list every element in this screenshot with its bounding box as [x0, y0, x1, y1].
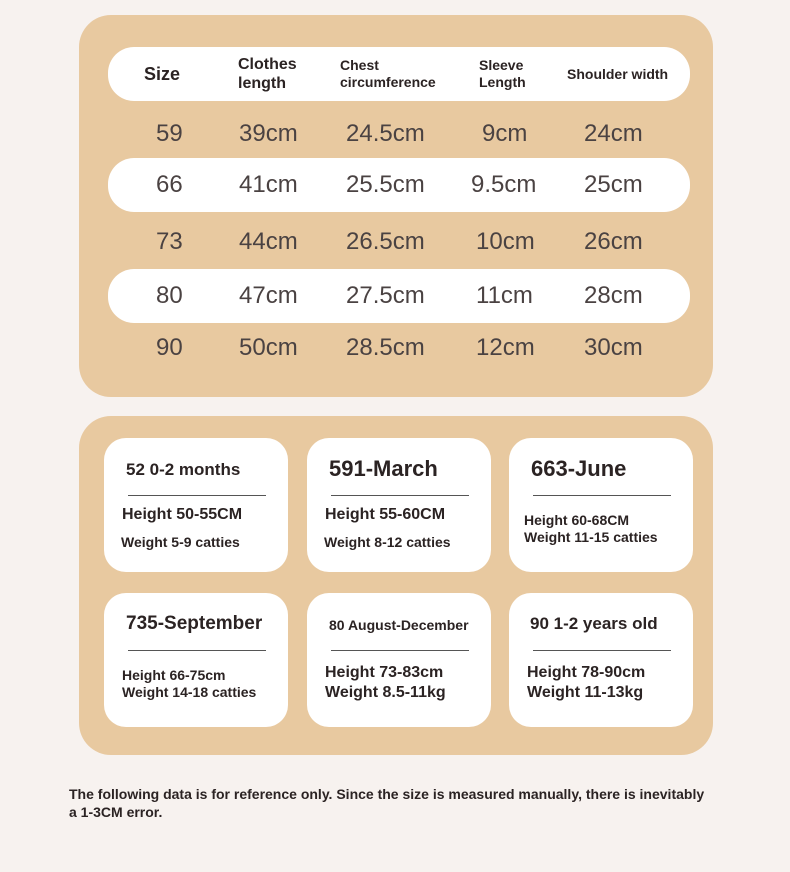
cell-size: 90 — [156, 334, 183, 361]
cell-shoulder: 30cm — [584, 334, 643, 361]
divider — [533, 650, 671, 651]
cell-clothes-length: 50cm — [239, 334, 298, 361]
cell-chest: 27.5cm — [346, 282, 425, 309]
divider — [128, 650, 266, 651]
age-card-weight: Weight 14-18 catties — [122, 684, 257, 700]
divider — [331, 650, 469, 651]
cell-shoulder: 28cm — [584, 282, 643, 309]
cell-chest: 25.5cm — [346, 171, 425, 198]
age-guide-panel — [79, 416, 713, 755]
cell-clothes-length: 39cm — [239, 120, 298, 147]
cell-clothes-length: 44cm — [239, 228, 298, 255]
age-card-height: Height 50-55CM — [122, 506, 243, 523]
age-card — [307, 438, 491, 572]
age-card-height: Height 73-83cm — [325, 664, 444, 681]
table-row — [108, 109, 690, 159]
size-table-header — [108, 47, 690, 101]
age-card-height: Height 78-90cm — [527, 664, 646, 681]
cell-shoulder: 26cm — [584, 228, 643, 255]
cell-chest: 28.5cm — [346, 334, 425, 361]
age-card-weight: Weight 8-12 catties — [324, 534, 451, 550]
cell-clothes-length: 41cm — [239, 171, 298, 198]
age-card-title: 591-March — [329, 456, 438, 481]
table-row — [108, 217, 690, 267]
age-card-height: Height 66-75cm — [122, 667, 226, 683]
header-chest-line2: circumference — [340, 74, 436, 90]
age-card-title: 90 1-2 years old — [530, 614, 658, 633]
age-card-weight: Weight 8.5-11kg — [325, 684, 446, 701]
header-clothes-length-line1: Clothes — [238, 56, 297, 73]
table-row — [108, 323, 690, 373]
cell-clothes-length: 47cm — [239, 282, 298, 309]
age-card — [104, 593, 288, 727]
divider — [128, 495, 266, 496]
cell-shoulder: 24cm — [584, 120, 643, 147]
header-clothes-length-line2: length — [238, 75, 286, 92]
header-sleeve-line1: Sleeve — [479, 57, 524, 73]
cell-size: 59 — [156, 120, 183, 147]
disclaimer-text: The following data is for reference only. Since the size is measured manually, there is inevitably a 1-3CM error. — [69, 786, 705, 820]
divider — [533, 495, 671, 496]
cell-sleeve: 9cm — [482, 120, 528, 147]
cell-size: 66 — [156, 171, 183, 198]
header-sleeve — [479, 47, 559, 101]
table-row — [108, 269, 690, 323]
size-chart-panel — [79, 15, 713, 397]
cell-chest: 24.5cm — [346, 120, 425, 147]
header-sleeve-line2: Length — [479, 74, 526, 90]
header-chest — [340, 47, 460, 101]
cell-sleeve: 11cm — [476, 282, 533, 309]
age-card-weight: Weight 5-9 catties — [121, 534, 240, 550]
cell-sleeve: 10cm — [476, 228, 535, 255]
age-card-weight: Weight 11-13kg — [527, 684, 644, 701]
header-clothes-length — [238, 47, 328, 101]
age-card-title: 735-September — [126, 613, 263, 634]
age-card — [509, 593, 693, 727]
cell-size: 73 — [156, 228, 183, 255]
age-card — [104, 438, 288, 572]
header-shoulder: Shoulder width — [567, 65, 669, 82]
cell-sleeve: 12cm — [476, 334, 535, 361]
age-card-height: Height 55-60CM — [325, 506, 446, 523]
age-card — [509, 438, 693, 572]
cell-size: 80 — [156, 282, 183, 309]
header-size: Size — [144, 63, 181, 84]
table-row — [108, 158, 690, 212]
age-card-height: Height 60-68CM — [524, 512, 630, 528]
age-card-title: 663-June — [531, 456, 627, 481]
age-card — [307, 593, 491, 727]
age-card-title: 52 0-2 months — [126, 460, 241, 479]
age-card-title: 80 August-December — [329, 617, 469, 633]
divider — [331, 495, 469, 496]
cell-chest: 26.5cm — [346, 228, 425, 255]
header-chest-line1: Chest — [340, 57, 379, 73]
cell-sleeve: 9.5cm — [471, 171, 537, 198]
age-card-weight: Weight 11-15 catties — [524, 529, 658, 545]
cell-shoulder: 25cm — [584, 171, 643, 198]
